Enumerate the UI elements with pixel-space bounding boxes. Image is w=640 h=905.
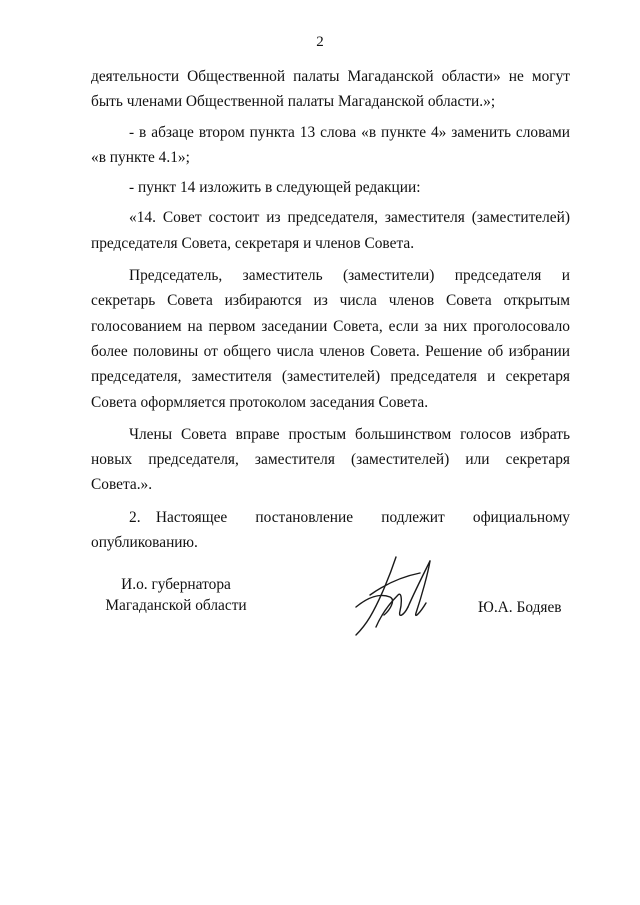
paragraph-election: Председатель, заместитель (заместители) председателя и секретарь Совета избираются из числа членов Совета открытым голосованием на первом заседании Совета, если за них проголосовало более половины от общего числа членов Совета. Решение об избрании председателя, заместителя (заместителей) председателя и секретаря Совета оформляется протоколом заседания Совета.	[91, 267, 570, 411]
paragraph-amendment-14: - пункт 14 изложить в следующей редакции:	[129, 179, 421, 197]
document-body	[91, 64, 570, 555]
signatory-name: Ю.А. Бодяев	[478, 599, 562, 616]
paragraph-continuation: деятельности Общественной палаты Магаданской области» не могут быть членами Общественной палаты Магаданской области.»;	[91, 68, 570, 111]
signatory-title	[91, 574, 261, 616]
paragraph-reelection: Члены Совета вправе простым большинством голосов избрать новых председателя, заместителя (заместителей) или секретаря Совета.».	[91, 425, 570, 494]
handwritten-signature	[350, 555, 440, 640]
paragraph-publication: 2. Настоящее постановление подлежит официальному опубликованию.	[91, 508, 570, 552]
signatory-title-line2: Магаданской области	[105, 597, 247, 614]
signatory-title-line1: И.о. губернатора	[121, 576, 231, 593]
paragraph-amendment-13: - в абзаце втором пункта 13 слова «в пункте 4» заменить словами «в пункте 4.1»;	[91, 123, 570, 166]
page-number: 2	[316, 34, 324, 50]
paragraph-clause-14: «14. Совет состоит из председателя, заместителя (заместителей) председателя Совета, секретаря и членов Совета.	[91, 209, 570, 252]
